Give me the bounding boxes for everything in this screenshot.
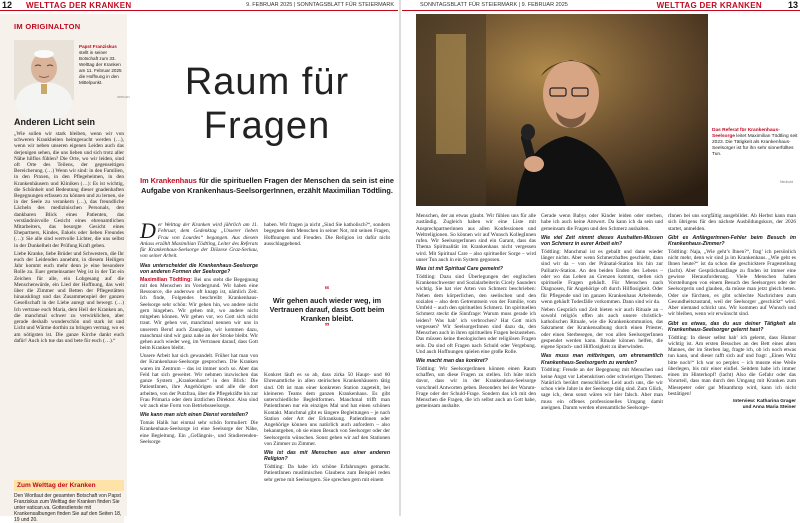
article-intro bbox=[140, 176, 394, 195]
quote-mark-icon: ” bbox=[324, 322, 330, 333]
pull-quote bbox=[264, 286, 390, 333]
left-page-header bbox=[0, 0, 398, 11]
sidebar-title: Anderen Licht sein bbox=[14, 117, 96, 127]
quote-mark-icon: “ bbox=[324, 285, 330, 296]
answer: Tödtling: Naja, „Wie geht’s Ihnen?“, frag’ ich persönlich nicht mehr, denn wir sind ja im Krankenhaus. „Wie geht es Ihnen heute?“ ist da schon die geschicktere Fragestellung (lacht). Aber Gesprächsanfänge zu finden ist immer eine gewisse Herausforderung. Viele Menschen haben Vorstellungen von einem Besuch des Seelsorgers oder der Seelsorgerin und glauben, da müsse man jetzt gleich beten. Oder sie fürchten, es gibt schlechte Nachrichten zum Gesundheitszustand, weil der Seelsorger „geschickt“ wird. Aber niemand schickt uns. Wir kommen auf Wunsch und wir bleiben, wenn wir erwünscht sind. bbox=[668, 248, 796, 318]
portrait-photo bbox=[416, 14, 708, 206]
answer: Bei uns steht die Begegnung mit den Menschen im Vordergrund. Wir haben eine Ressource, die anderswo oft knapp ist, nämlich Zeit. Ich finde, Folgendes beschreibt Krankenhaus-Seelsorge sehr schön: Wir gehen hin, wo andere nicht gern hingehen. Wir gehen mit, wo andere nicht mitgehen können. Wir gehen vor, wo Gott sich nicht traut. Wir gehen vor, manchmal nennen wir uns in unserem Beruf auch Zaungäste, wir kommen dazu, manchmal sind wir ganz nahe an der Stroke bleibt. Wir gehen auch wieder weg, im Vertrauen darauf, dass Gott beim Kranken bleibt. bbox=[140, 276, 258, 352]
article-headline bbox=[140, 60, 394, 148]
right-page-number: 13 bbox=[787, 0, 798, 10]
info-box bbox=[14, 480, 124, 523]
left-header-date: 9. FEBRUAR 2025 | SONNTAGSBLATT FÜR STEIERMARK bbox=[246, 2, 394, 8]
article-column-2 bbox=[264, 222, 390, 249]
question: Wie ist das mit Menschen aus einer anderen Religion? bbox=[264, 450, 390, 463]
interview-credit-2: und Anna Maria Steiner bbox=[742, 404, 796, 410]
pope-portrait bbox=[14, 40, 74, 100]
answer: rInnen bei uns sorgfältig ausgebildet. Ab Herbst kann man sich übrigens für den nächste Ausbildungskurs, der 2026 startet, anmelden. bbox=[668, 213, 796, 232]
question: Was ist mit Spiritual Care gemeint? bbox=[416, 266, 503, 272]
pope-caption-name: Papst Franziskus bbox=[79, 44, 117, 49]
pull-quote-text: Wir gehen auch wieder weg, im Vertrauen darauf, dass Gott beim Kranken bleibt. bbox=[269, 296, 385, 323]
interview-credit-1: Interview: Katharina Grager bbox=[733, 398, 796, 404]
left-page-number: 12 bbox=[2, 0, 13, 10]
photo-credit: Neuhold bbox=[780, 180, 794, 184]
right-section-title: WELTTAG DER KRANKEN bbox=[656, 0, 762, 10]
speaker-label: Maximilian Tödtling: bbox=[140, 276, 193, 283]
left-section-title: WELTTAG DER KRANKEN bbox=[26, 0, 132, 10]
article-column-1 bbox=[140, 218, 258, 447]
answer: Tödtling: Da habe ich schöne Erfahrungen gemacht. PatientInnen muslimischen Glaubens zum Beispiel reden sehr gerne mit Seelsorgern. Sie sprechen gern mit einem bbox=[264, 464, 390, 483]
interview-credit bbox=[668, 399, 796, 412]
right-page-header bbox=[402, 0, 800, 11]
pope-caption-text: stellt in seiner Botschaft zum 33. Welttag der Kranken am 11. Februar 2025 die Hoffnung in den Mittelpunkt. bbox=[79, 50, 122, 85]
photo-caption-name: Das Referat für Krankenhaus-Seelsorge bbox=[712, 128, 780, 139]
answer: Tomás Halík hat einmal sehr schön formuliert: Die Krankenhaus-Seelsorge ist eine Seelsorge der Nähe, eine Begleitung. Ein „Gefängnis-, und Studierenden-Seelsorge bbox=[140, 420, 258, 445]
answer: Tödtling: Dazu sind Überlegungen der englischen Krankenschwester und Sozialarbeiterin Cicely Saunders wichtig. Sie hat vier Arten von Schmerz beschrieben: Neben dem körperlichen, den seelischen und den sozialen – also dem Getrenntsein von der Familie, vom Umfeld – auch den spirituellen Schmerz. Im spirituellen Schmerz steckt die Sinnfrage: Warum muss gerade ich leiden? Was hab’ ich verbrochen? Hat Gott mich vergessen? Wir SeelsorgerInnen sind dazu da, den Menschen auch in ihren spirituellen Fragen beizustehen. Das müssen keine theologischen oder religiösen Fragen sein. Da sind oft Fragen nach Schuld oder Vergebung. Und auch Hoffnungen spielen eine große Rolle. bbox=[416, 273, 536, 355]
page-gutter bbox=[399, 0, 401, 516]
answer: Tödtling: Wir SeelsorgerInnen können einen Raum schaffen, um diese Fragen zu stellen. Ich hüte mich davor, dass wir in der Krankenhaus-Seelsorge vorschnell Antworten geben. Besonders bei der Warum-Frage oder der Schuld-Frage. Sondern das ich mit den Menschen die Fragen, die ich selbst auch an Gott habe, gemeinsam aushalte. bbox=[416, 365, 536, 410]
photo-todtling-icon bbox=[416, 14, 708, 206]
info-box-title: Zum Welttag der Kranken bbox=[14, 480, 124, 491]
answer: Tödtling: Freude an der Begegnung mit Menschen und keine Angst vor Lebenskrisen oder schwierigen Themen. Natürlich berührt menschliches Leid auch uns, die wir schon viele Jahre in der Seelsorge tätig sind. Zum Glück, sage ich, denn sonst wären wir hier falsch. Aber man muss ein offenes professionelles Umgang damit aneignen. Darum werden ehrenamtliche Seelsorge- bbox=[541, 367, 663, 411]
sidebar-paragraph: Liebe Kranke, liebe Brüder und Schwestern, die Ihr euch der Leidenden annehmt, in diesem Heiligen Jahr kommt euch mehr denn je eine besondere Rolle zu. Euer gemeinsamer Weg ist in der Tat ein Zeichen für alle, ein Lobgesang auf die Menschenwürde, ein Lied der Hoffnung, das weit über die Zimmer und Betten der Pflegestätten hinausklingt und das Zusammenspiel der ganzen Gesellschaft in der Liebe anregt und bewegt. (…) Ich vertraue euch Maria, dem Heil der Kranken an, die manchmal schwer zu verwirklichen, aber gerade deshalb wunderschön und stark ist und Licht und Wärme dorthin zu bringen vermag, wo es am nötigsten ist. Die ganze Kirche dankt euch dafür! Auch ich tue das und bete für euch (…).“ bbox=[14, 250, 124, 344]
answer: Menschen, der an etwas glaubt. Wir fühlen uns für alle zuständig. Zugleich haben wir eine Liste mit Ansprechpartnerinnen aus allen Konfessionen und Weltreligionen. So können wir auf Wunsch KollegInnen rufen. Wir SeelsorgerInnen sind ein Garant, dass das Thema Spiritualität im Krankenhaus nicht vergessen wird. Mit Spiritual Care – also spiritueller Sorge – wird unser Tun auch in ein System gegossen. bbox=[416, 213, 536, 263]
right-header-date: SONNTAGSBLATT FÜR STEIERMARK | 9. FEBRUAR 2025 bbox=[420, 2, 568, 8]
answer: Konkret läuft es so ab, dass zirka 50 Haupt- und 60 Ehrenamtliche in allen steirischen Krankenhäusern tätig sind. Oft ist man einer konkreten Station zugeteilt, bei kleineren Teams dem ganzen Krankenhaus. Es gibt unterschiedliche Begleitformen. Manchmal trifft man PatientInnen nur ein einziges Mal und hat einen schönen Kontakt. Manchmal gibt es längere Begleitungen – je nach Station oder Art der Erkrankung. PatientInnen oder Angehörige können uns natürlich auch anfordern – also bekanntgeben, ob sie einen Besuch von Seelsorger oder der Seelsorgerin wünschen. Sonst gehen wir auf den Stationen von Zimmer zu Zimmer. bbox=[264, 372, 390, 447]
sidebar-body bbox=[14, 131, 124, 346]
question: Gibt es Anfängerinnen-Fehler beim Besuch im Krankenhaus-Zimmer? bbox=[668, 234, 796, 247]
article-column-5 bbox=[668, 213, 796, 413]
photo-caption bbox=[712, 128, 798, 158]
article-column-2-body bbox=[264, 372, 390, 484]
headline-line-2: Fragen bbox=[203, 105, 331, 147]
answer: Unsere Arbeit hat sich gewandelt. Früher hat man von der Krankenhaus-Seelsorge gesprochen. Die Kranken waren im Zentrum – das ist immer noch so. Aber das Feld hat sich geweitet. Wir nehmen inzwischen das ganze System „Krankenhaus“ in den Blick: Die PatientInnen, ihre Angehörigen und alle die dort arbeiten, von der Putzfrau, über die Pflegekräfte bis zur Frau Primaria oder dem ärztlichen Direktor. Also sind wir auch eine Form von Betriebsseelsorge. bbox=[140, 353, 258, 409]
pope-photo-credit: VATICAN bbox=[117, 95, 130, 99]
answer: haben. Wir fragen ja nicht „Sind Sie katholisch?“, sondern begegnen dem Menschen in seiner Not, mit seinen Fragen, Hoffnungen und Freuden. Die Religion ist dafür nicht ausschlaggebend. bbox=[264, 222, 390, 247]
answer: Neben Gespräch und Zeit bieten wir auch Rituale an – sowohl religiös offen als auch unsere christlich-katholischen Rituale, wie die Krankenkommunion, das Sakrament der Krankensalbung durch einen Priester, oder einen Sterbesegen, der von allen SeelsorgerInnen gespendet werden kann. Rituale können helfen, die eigene Sprach- und Hilflosigkeit zu überwinden. bbox=[541, 306, 663, 350]
question: Was unterscheidet die Krankenhaus-Seelsorge von anderen Formen der Seelsorge? bbox=[140, 262, 258, 275]
question: Wie macht man das konkret? bbox=[416, 358, 488, 364]
headline-line-1: Raum für bbox=[184, 61, 350, 103]
question: Was muss man mitbringen, um ehrenamtlich Krankenhaus-SeelsorgerIn zu werden? bbox=[541, 353, 663, 366]
sidebar-label: IM ORIGINALTON bbox=[14, 22, 81, 31]
info-box-body: Den Wortlaut der gesamten Botschaft von Papst Franziskus zum Welttag der Kranken finden Sie unter vatican.va. Gottesdienste mit Krankensalbungen finden Sie auf den Seiten 18, 19 und 20. bbox=[14, 493, 122, 523]
lead-text: er Welttag der Kranken wird jährlich am 11. Februar, dem Gedenktag „Unserer lieben Frau von Lourdes“ begangen. Aus diesem Anlass erzählt Maximilian Tödtling, Leiter des Referats für Krankenhaus-Seelsorge der Diözese Graz-Seckau, von seiner Arbeit. bbox=[140, 222, 258, 260]
question: Gibt es etwas, das du aus deiner Tätigkeit als Krankenhaus-Seelsorger gelernt hast? bbox=[668, 320, 796, 333]
answer: Tödtling: Manchmal ist es geballt und dann wieder länger nichts. Aber wenn Schmerzhaftes geschieht, dann sind wir da – von der Pränatal-Station bis hin zur Palliativ-Station. An den beiden Enden des Lebens – oder wo das Leben an Grenzen kommt, stellen sich spirituelle Fragen gehäuft. Für Menschen nach Diagnosen, für Angehörige oft durch Hilflosigkeit. Oder für Pflegende und im ganzen Krankenhaus Arbeitende, wenn gehäuft Todesfälle vorkommen. Dann sind wir da. bbox=[541, 248, 663, 305]
pope-photo-icon bbox=[14, 40, 74, 100]
question: Wie kann man sich einen Dienst vorstellen? bbox=[140, 412, 249, 419]
intro-highlight: Im Krankenhaus bbox=[140, 176, 197, 185]
sidebar-paragraph: „Wie sollen wir stark bleiben, wenn wir von schweren Krankheiten heimgesucht werden (…), wenn wir neben unseren eigenen Leiden auch das derjenigen sehen, die uns lieben und sich trotz aller Nähe hilflos fühlen? Die Orte, wo wir leiden, sind oft Orte des Teilens, der gegenseitigen Bereicherung. (…) Wenn wir sind: in den Familien, in den Praxen, in den Pflegeheimen, in den Krankenhäusern und Kliniken (…): Es ist wichtig, die Schönheit und Bedeutung dieser gnadenhaften Begegnungen erfassen zu können und zu lernen, sie in der Seele zu verankern (…), das freundliche Lächeln des medizinischen Personals, den dankbaren Blick eines Patienten, das verständnisvolle Gesicht eines ehrenamtlichen Mitarbeiters, das besorgte Gesicht eines Ehepartners, Kindes, Enkels oder lieben Freundes (…): Sie alle sind wertvolle Lichter, die uns selbst in der Dunkelheit der Prüfung Kraft geben. bbox=[14, 131, 124, 249]
photo-caption-text: leitet Maximilian Tödtling seit 2023. Die Tätigkeit als Krankenhaus-Seelsorger ist für ihn sehr sinnerfülltes Tun. bbox=[712, 134, 798, 157]
pope-caption bbox=[79, 44, 125, 86]
answer: Gerade wenn Babys oder Kinder leiden oder sterben, habe ich auch keine Antwort. Da kann ich da sein und gemeinsam die Fragen und den Schmerz aushalten. bbox=[541, 213, 663, 232]
intro-text: für die spirituellen Fragen der Menschen da sein ist eine Aufgabe von Krankenhaus-SeelsorgerInnen, erzählt Maximilian Tödtling. bbox=[141, 176, 394, 195]
answer: Tödtling: In dieser selbst hab’ ich gelernt, dass Humor wichtig ist. Am ersten Besuches an des Bett eines alten Mannes, der im Sterben lag, fragte ich, ob ich noch etwas tun kann, und dieser rafft sich auf und fragt: „Einen Witz bitte noch!“ Ich war so perplex – ich musste eine Weile überlegen, bis mir einer einfiel. Seitdem habe ich immer einen im Hinterkopf! (lacht) Also die Gefahr oder das Vorurteil, dass man durch den Umgang mit Kranken zum Miesepeter oder gar Misanthrop wird, kann ich nicht bestätigen! bbox=[668, 334, 796, 397]
drop-cap: D bbox=[140, 218, 156, 243]
article-column-4 bbox=[541, 213, 663, 413]
question: Wie viel Zeit nimmt dieses Aushalten-Müssen von Schmerz in eurer Arbeit ein? bbox=[541, 234, 663, 247]
article-column-3 bbox=[416, 213, 536, 411]
